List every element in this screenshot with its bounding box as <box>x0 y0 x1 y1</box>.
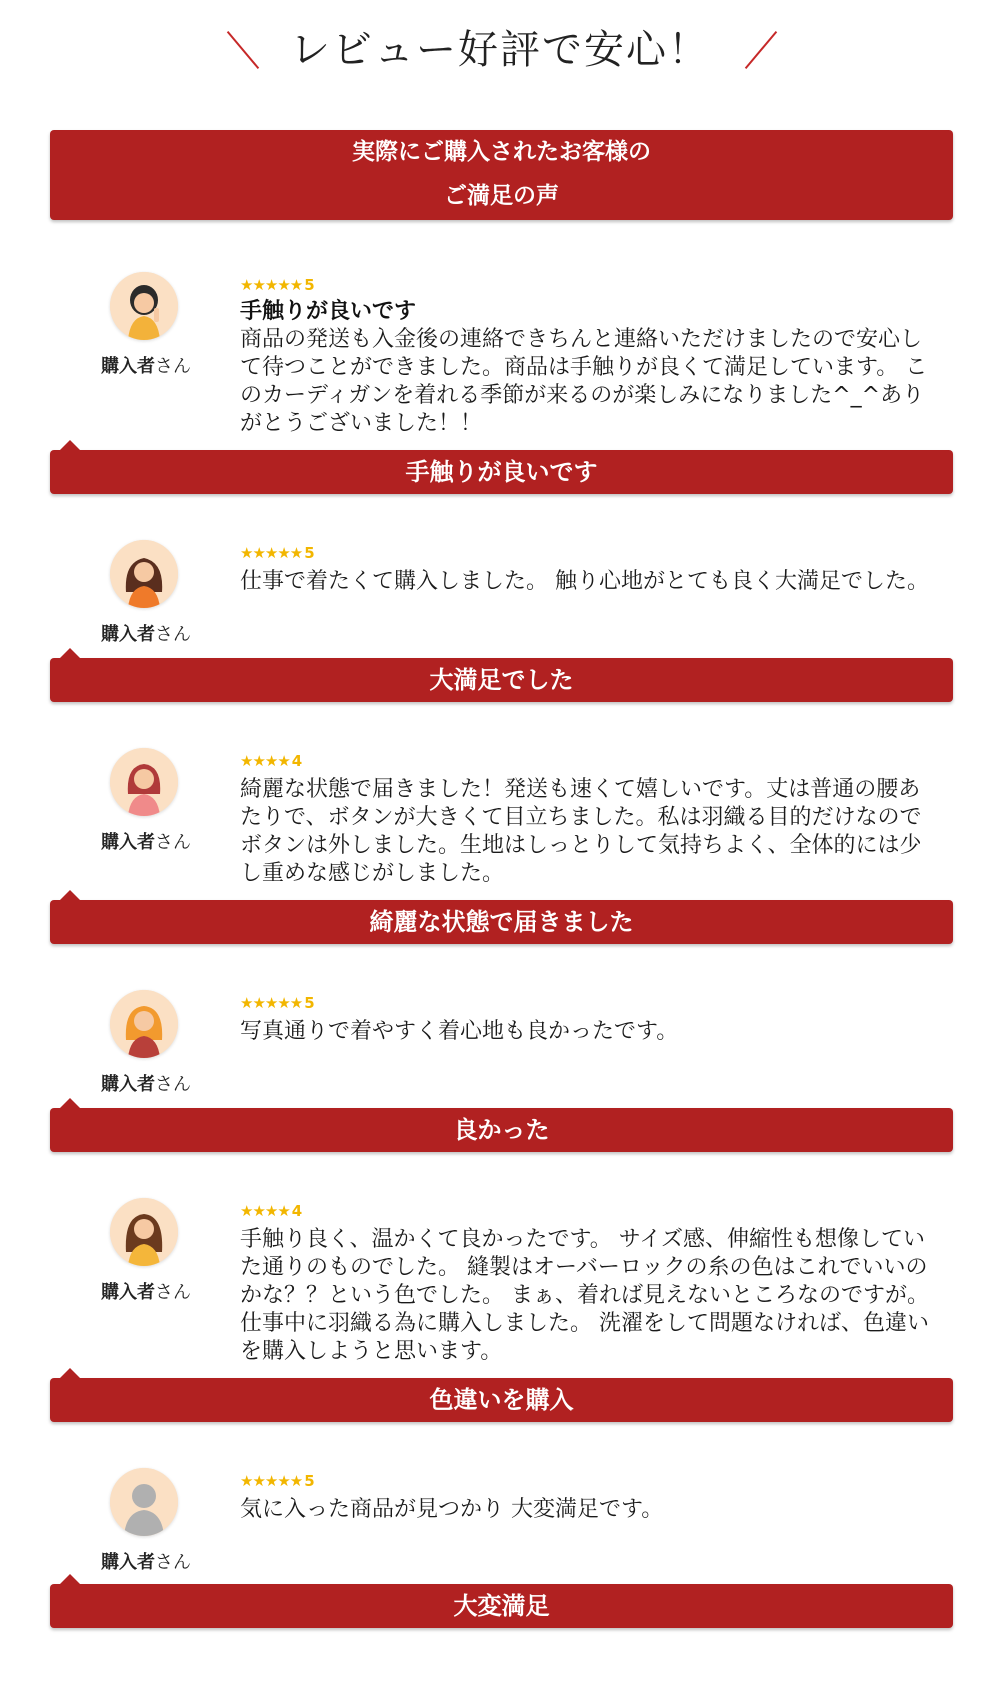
review-headline-bar: 色違いを購入 <box>50 1378 953 1422</box>
banner-line-2: ご満足の声 <box>444 183 559 209</box>
review-headline-bar: 大満足でした <box>50 658 953 702</box>
woman-long-hair-avatar <box>110 540 178 608</box>
star-rating: ★★★★★ 5 <box>240 544 315 562</box>
page-title: レビュー好評で安心！ <box>290 27 710 73</box>
review-text: 手触り良く、温かくて良かったです。 サイズ感、伸縮性も想像していた通りのものでした。 縫製はオーバーロックの糸の色はこれでいいのかな？？という色でした。 まぁ、着れば見えないところなのですが。 仕事中に羽織る為に購入しました。 洗濯をして問題なければ、色違いを購入しようと思います。 <box>240 1227 929 1364</box>
woman-blonde-avatar <box>110 990 178 1058</box>
star-rating: ★★★★★ 5 <box>240 1472 315 1490</box>
buyer-label: 購入者さん <box>101 832 191 853</box>
woman-brown-hair-avatar <box>110 1198 178 1266</box>
buyer-label: 購入者さん <box>101 1282 191 1303</box>
section-heading <box>0 0 1000 100</box>
reviews-intro-banner <box>50 130 953 220</box>
woman-red-hair-avatar <box>110 748 178 816</box>
star-rating: ★★★★ 4 <box>240 1202 303 1220</box>
buyer-label: 購入者さん <box>101 356 191 377</box>
star-rating: ★★★★★ 5 <box>240 276 315 294</box>
default-user-avatar <box>110 1468 178 1536</box>
star-rating: ★★★★ 4 <box>240 752 303 770</box>
review-text: 気に入った商品が見つかり 大変満足です。 <box>240 1497 664 1522</box>
review-text: 商品の発送も入金後の連絡できちんと連絡いただけましたので安心して待つことができました。商品は手触りが良くて満足しています。 このカーディガンを着れる季節が来るのが楽しみになりました^_^ありがとうございました！！ <box>240 327 928 436</box>
buyer-label: 購入者さん <box>101 1074 191 1095</box>
review-headline-bar: 手触りが良いです <box>50 450 953 494</box>
banner-line-1: 実際にご購入されたお客様の <box>352 139 651 165</box>
star-rating: ★★★★★ 5 <box>240 994 315 1012</box>
review-headline-bar: 良かった <box>50 1108 953 1152</box>
review-text: 仕事で着たくて購入しました。 触り心地がとても良く大満足でした。 <box>240 569 929 594</box>
review-headline-bar: 綺麗な状態で届きました <box>50 900 953 944</box>
review-headline-bar: 大変満足 <box>50 1584 953 1628</box>
review-text: 写真通りで着やすく着心地も良かったです。 <box>240 1019 679 1044</box>
buyer-label: 購入者さん <box>101 624 191 645</box>
buyer-label: 購入者さん <box>101 1552 191 1573</box>
review-title: 手触りが良いです <box>240 299 417 324</box>
review-text: 綺麗な状態で届きました！発送も速くて嬉しいです。丈は普通の腰あたりで、ボタンが大きくて目立ちました。私は羽織る目的だけなのでボタンは外しました。生地はしっとりして気持ちよく、全体的には少し重めな感じがしました。 <box>240 777 922 886</box>
woman-waving-avatar <box>110 272 178 340</box>
